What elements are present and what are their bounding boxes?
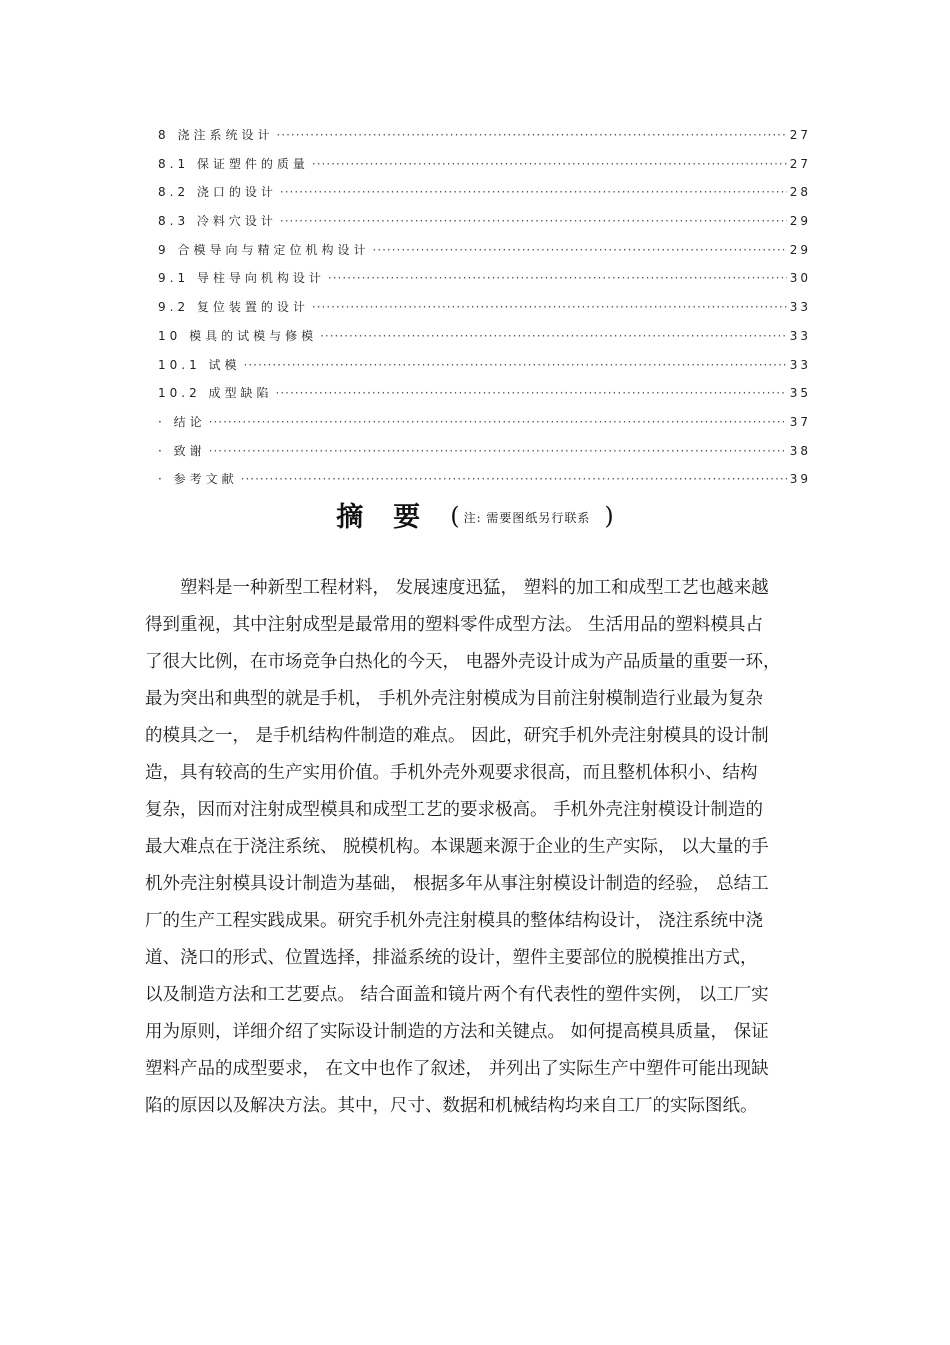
note-paren-open: ( [450, 502, 460, 530]
toc-entry-label: 9.1 导柱导向机构设计 [158, 271, 325, 286]
toc-entry [158, 126, 811, 155]
toc-entry-page: 35 [789, 386, 811, 401]
toc-leader-dots [276, 128, 786, 142]
toc-entry [158, 183, 811, 212]
toc-entry [158, 384, 811, 413]
toc-entry-page: 29 [789, 214, 811, 229]
toc-entry-page: 39 [789, 472, 811, 487]
toc-leader-dots [320, 329, 787, 343]
abstract-line: 得到重视，其中注射成型是最常用的塑料零件成型方法。 生活用品的塑料模具占 [145, 615, 764, 635]
abstract-line: 复杂，因而对注射成型模具和成型工艺的要求极高。 手机外壳注射模设计制造的 [145, 800, 764, 820]
toc-leader-dots [244, 358, 787, 372]
toc-entry [158, 356, 811, 385]
abstract-line: 最大难点在于浇注系统、 脱模机构。本课题来源于企业的生产实际， 以大量的手 [145, 837, 769, 857]
toc-entry-page: 38 [789, 443, 811, 458]
toc-leader-dots [280, 185, 787, 199]
toc-entry-label: 8.1 保证塑件的质量 [158, 156, 309, 171]
toc-entry-label: 10.1 试模 [158, 357, 241, 372]
toc-leader-dots [280, 214, 787, 228]
toc-entry-label: 8.2 浇口的设计 [158, 185, 277, 200]
abstract-title: 摘要 [336, 502, 451, 533]
abstract-line: 造，具有较高的生产实用价值。手机外壳外观要求很高，而且整机体积小、结构 [145, 763, 758, 783]
abstract-line: 塑料产品的成型要求， 在文中也作了叙述， 并列出了实际生产中塑件可能出现缺 [145, 1059, 769, 1079]
toc-leader-dots [276, 386, 787, 400]
toc-entry-label: 10.2 成型缺陷 [158, 386, 273, 401]
toc-entry-label: 9 合模导向与精定位机构设计 [158, 242, 370, 257]
toc-entry-label: · 结论 [158, 414, 206, 429]
abstract-line: 厂的生产工程实践成果。研究手机外壳注射模具的整体结构设计， 浇注系统中浇 [145, 911, 764, 931]
abstract-line: 道、浇口的形式、位置选择，排溢系统的设计，塑件主要部位的脱模推出方式， [145, 948, 758, 968]
toc-leader-dots [328, 271, 787, 285]
toc-entry [158, 241, 811, 270]
toc-entry-label: 10 模具的试模与修模 [158, 328, 318, 343]
toc-entry-page: 33 [789, 328, 811, 343]
toc-entry-label: · 参考文献 [158, 472, 238, 487]
toc-entry [158, 269, 811, 298]
abstract-line: 了很大比例，在市场竞争白热化的今天， 电器外壳设计成为产品质量的重要一环， [145, 652, 781, 672]
toc-entry [158, 212, 811, 241]
abstract-body [145, 570, 810, 1125]
abstract-line: 最为突出和典型的就是手机， 手机外壳注射模成为目前注射模制造行业最为复杂 [145, 689, 764, 709]
table-of-contents [158, 126, 811, 499]
abstract-line: 机外壳注射模具设计制造为基础， 根据多年从事注射模设计制造的经验， 总结工 [145, 874, 769, 894]
toc-entry [158, 298, 811, 327]
toc-entry-page: 33 [789, 357, 811, 372]
toc-leader-dots [241, 472, 787, 486]
abstract-heading [0, 495, 950, 534]
toc-entry [158, 155, 811, 184]
toc-entry-page: 30 [789, 271, 811, 286]
abstract-note-group [450, 502, 614, 530]
toc-entry-label: 9.2 复位装置的设计 [158, 300, 309, 315]
abstract-line: 的模具之一， 是手机结构件制造的难点。 因此，研究手机外壳注射模具的设计制 [145, 726, 769, 746]
toc-leader-dots [312, 300, 787, 314]
note-paren-close: ) [604, 502, 614, 530]
toc-entry-label: 8.3 冷料穴设计 [158, 214, 277, 229]
toc-leader-dots [209, 444, 787, 458]
toc-entry-page: 27 [789, 128, 811, 142]
toc-entry-page: 29 [789, 242, 811, 257]
toc-entry-page: 33 [789, 300, 811, 315]
toc-entry [158, 327, 811, 356]
abstract-note: 注: 需要图纸另行联系 [463, 511, 591, 525]
toc-entry-label: 8 浇注系统设计 [158, 128, 274, 142]
toc-entry-label: · 致谢 [158, 443, 206, 458]
toc-leader-dots [312, 157, 787, 171]
toc-entry-page: 37 [789, 414, 811, 429]
toc-leader-dots [209, 415, 787, 429]
abstract-line: 陷的原因以及解决方法。其中，尺寸、数据和机械结构均来自工厂的实际图纸。 [145, 1096, 758, 1116]
abstract-line: 用为原则，详细介绍了实际设计制造的方法和关键点。 如何提高模具质量， 保证 [145, 1022, 769, 1042]
toc-entry [158, 413, 811, 442]
toc-entry-page: 28 [789, 185, 811, 200]
toc-leader-dots [372, 243, 786, 257]
abstract-line: 塑料是一种新型工程材料， 发展速度迅猛， 塑料的加工和成型工艺也越来越 [145, 578, 769, 598]
toc-entry-page: 27 [789, 156, 811, 171]
abstract-line: 以及制造方法和工艺要点。 结合面盖和镜片两个有代表性的塑件实例， 以工厂实 [145, 985, 769, 1005]
toc-entry [158, 442, 811, 471]
